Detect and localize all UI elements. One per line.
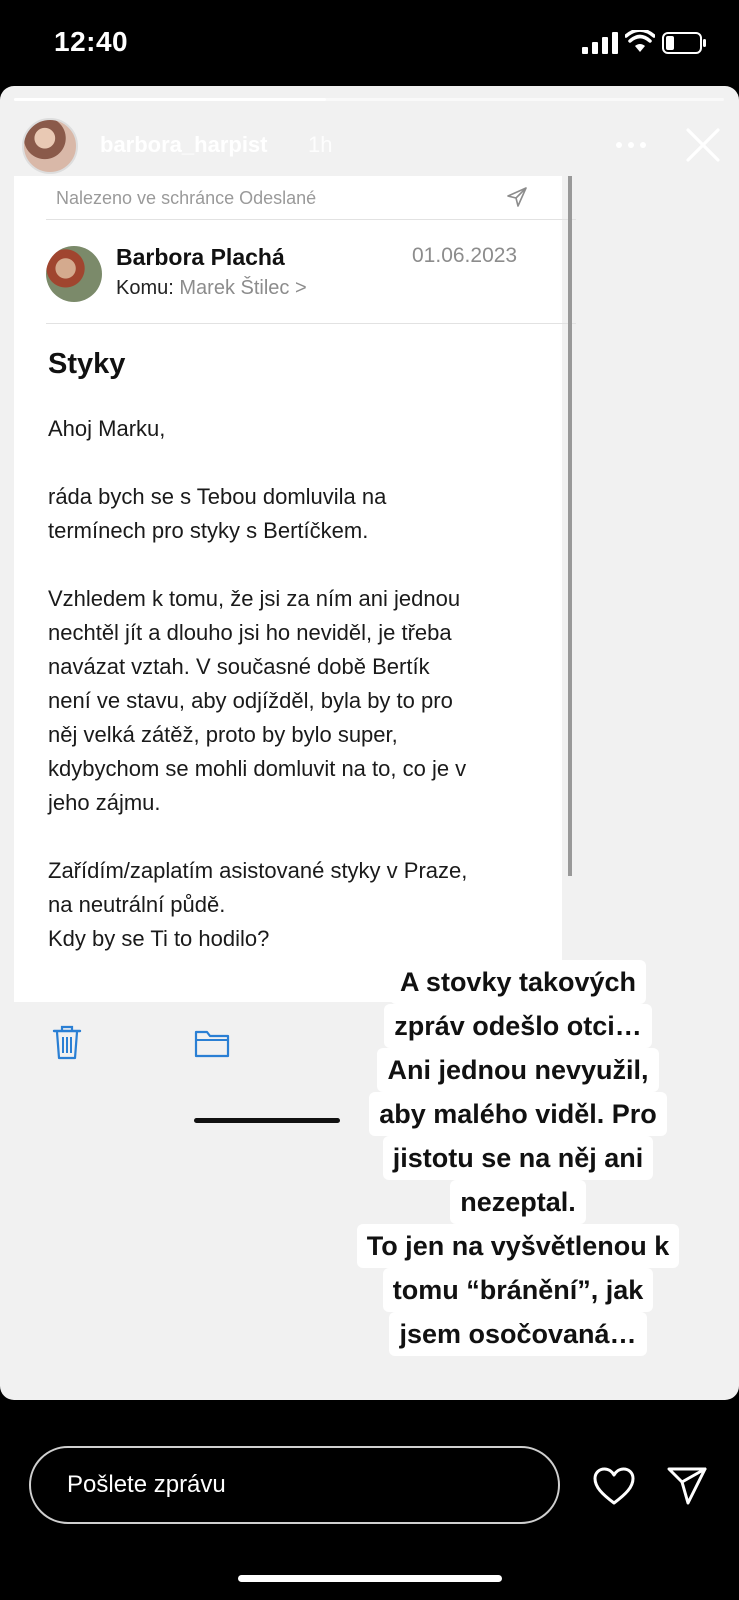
recipient-line [116,277,307,300]
status-time: 12:40 [54,26,129,57]
email-subject: Styky [48,348,126,380]
caption-line: A stovky takových [390,960,646,1004]
email-scrollbar [568,176,572,876]
signal-icon [582,32,618,54]
caption-line: tomu “bránění”, jak [383,1268,654,1312]
found-in-mailbox-text: Nalezeno ve schránce Odeslané [56,188,317,208]
email-body [48,412,553,990]
send-message-input[interactable]: Pošlete zprávu [29,1446,560,1524]
email-paragraph: Zařídím/zaplatím asistované styky v Praze, na neutrální půdě. Kdy by se Ti to hodilo? [48,858,468,951]
story-username[interactable]: barbora_harpist [100,132,268,157]
status-bar [0,0,739,86]
to-label: Komu: [116,277,174,299]
email-paragraph: ráda bych se s Tebou domluvila na termínech pro styky s Bertíčkem. [48,484,387,543]
folder-icon [194,1028,230,1058]
story-author-avatar[interactable] [22,118,78,174]
story-card[interactable] [0,86,739,1400]
close-icon[interactable] [684,126,722,164]
email-paragraph: Ahoj Marku, [48,416,166,441]
story-progress [14,98,724,101]
caption-line: aby malého viděl. Pro [369,1092,667,1136]
caption-line: jsem osočovaná… [389,1312,646,1356]
found-in-mailbox-bar [46,176,576,220]
sender-row [46,220,576,324]
email-date: 01.06.2023 [412,244,518,267]
send-icon[interactable] [666,1466,708,1506]
story-progress-fill [14,98,326,101]
more-icon[interactable] [614,140,648,150]
heart-icon[interactable] [592,1466,636,1506]
story-caption [318,960,718,1356]
recipient-name: Marek Štilec > [179,277,307,299]
caption-line: To jen na vyšvětlenou k [357,1224,680,1268]
caption-line: zpráv odešlo otci… [384,1004,652,1048]
sender-avatar [46,246,102,302]
email-paragraph: Vzhledem k tomu, že jsi za ním ani jednou nechtěl jít a dlouho jsi ho neviděl, je třeba navázat vztah. V současné době Bertík není ve stavu, aby odjížděl, byla by to pro něj velká zátěž, proto by bylo super, kdybychom se mohli domluvit na to, co je v jeho zájmu. [48,586,467,815]
story-time-ago: 1h [308,132,333,157]
home-indicator [238,1575,502,1582]
battery-icon [662,32,708,54]
story-header [0,110,739,180]
paper-plane-icon [506,186,528,208]
trash-icon [52,1024,82,1060]
caption-line: nezeptal. [450,1180,586,1224]
sender-name: Barbora Plachá [116,244,285,270]
caption-line: jistotu se na něj ani [383,1136,654,1180]
wifi-icon [625,30,655,54]
caption-line: Ani jednou nevyužil, [377,1048,658,1092]
